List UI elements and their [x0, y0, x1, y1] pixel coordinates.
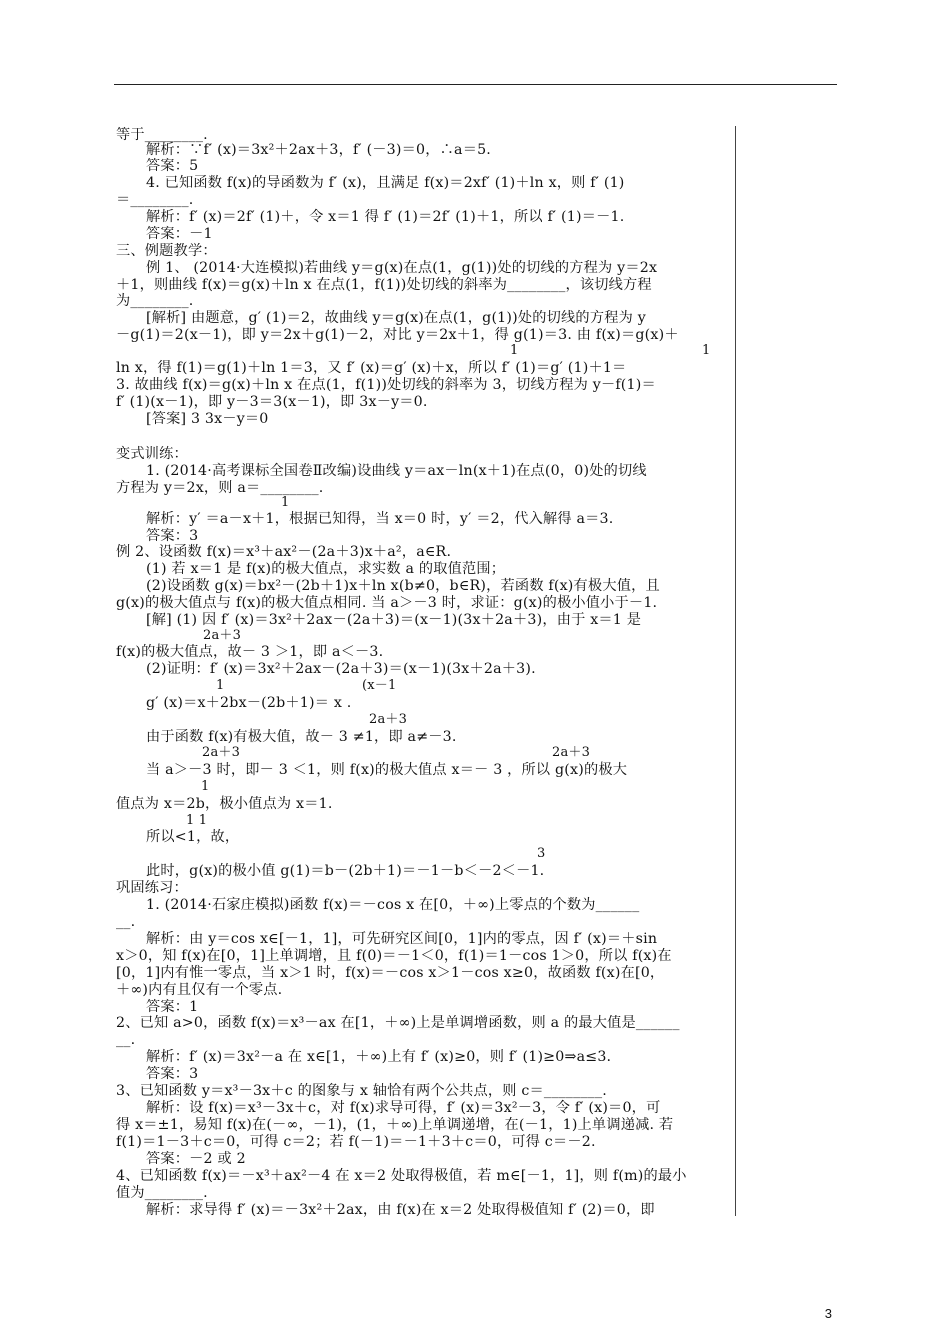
text-line: ＋1，则曲线 f(x)＝g(x)＋ln x 在点(1，f(1))处切线的斜率为________，该切线方程	[116, 277, 652, 293]
text-line: f′ (1)(x－1)，即 y－3＝3(x－1)，即 3x－y＝0.	[116, 394, 428, 410]
text-line: 方程为 y＝2x，则 a＝________.	[116, 480, 324, 496]
text-line: g(x)的极大值点与 f(x)的极大值点相同. 当 a＞－3 时，求证：g(x)的极小值小于－1.	[116, 595, 658, 611]
text-line: ＋∞)内有且仅有一个零点.	[116, 982, 283, 998]
text-line: 答案：3	[146, 1066, 199, 1082]
fraction-fragment: 3	[537, 846, 546, 861]
text-line: __.	[116, 914, 136, 930]
fraction-fragment: 2a＋3	[202, 745, 241, 760]
text-line: 2、已知 a>0，函数 f(x)＝x³－ax 在[1，＋∞)上是单调增函数，则 a 的最大值是______	[116, 1015, 680, 1031]
text-line: 得 x＝±1，易知 f(x)在(－∞，－1)，(1，＋∞)上单调递增，在(－1，1)上单调递减. 若	[116, 1117, 674, 1133]
text-line: 所以<1，故，	[146, 829, 240, 845]
text-line: 1. (2014·石家庄模拟)函数 f(x)＝－cos x 在[0，＋∞)上零点的个数为______	[146, 897, 640, 913]
text-line: 解析：设 f(x)＝x³－3x＋c，对 f(x)求导可得，f′ (x)＝3x²－3，令 f′ (x)＝0，可	[146, 1100, 661, 1116]
text-line: 3、已知函数 y＝x³－3x＋c 的图象与 x 轴恰有两个公共点，则 c＝________.	[116, 1083, 607, 1099]
text-line: 解析：f′ (x)＝3x²－a 在 x∈[1，＋∞)上有 f′ (x)≥0，则 f′ (1)≥0⇒a≤3.	[146, 1049, 612, 1065]
text-line: x＞0，知 f(x)在[0，1]上单调增，且 f(0)＝－1＜0，f(1)＝1－cos 1＞0，所以 f(x)在	[116, 948, 672, 964]
text-line: 解析：y′ ＝a－x＋1，根据已知得，当 x＝0 时，y′ ＝2，代入解得 a＝3.	[146, 511, 614, 527]
fraction-fragment: 2a＋3	[552, 745, 591, 760]
fraction-fragment: 1	[510, 343, 519, 358]
right-margin-rule	[735, 126, 736, 1216]
fraction-fragment: 1	[281, 495, 290, 510]
text-line: 答案：5	[146, 158, 199, 174]
page-number: 3	[824, 1306, 832, 1321]
text-line: 解析：∵f′ (x)＝3x²＋2ax＋3，f′ (－3)＝0，∴a＝5.	[146, 142, 492, 158]
text-line: 解析：f′ (x)＝2f′ (1)＋，令 x＝1 得 f′ (1)＝2f′ (1)＋1，所以 f′ (1)＝－1.	[146, 209, 625, 225]
text-line: 答案：－1	[146, 226, 213, 242]
text-line: 例 2、设函数 f(x)＝x³＋ax²－(2a＋3)x＋a²，a∈R.	[116, 544, 452, 560]
text-line: 例 1、 (2014·大连模拟)若曲线 y＝g(x)在点(1，g(1))处的切线的方程为 y＝2x	[146, 260, 658, 276]
text-line: 为________.	[116, 293, 194, 309]
text-line: 值为________.	[116, 1185, 208, 1201]
text-line: 3. 故曲线 f(x)＝g(x)＋ln x 在点(1，f(1))处切线的斜率为 3，切线方程为 y－f(1)＝	[116, 377, 656, 393]
text-line: 巩固练习：	[116, 880, 188, 896]
text-line: －g(1)＝2(x－1)，即 y＝2x＋g(1)－2，对比 y＝2x＋1，得 g(1)＝3. 由 f(x)＝g(x)＋	[116, 327, 679, 343]
text-line: (1) 若 x＝1 是 f(x)的极大值点，求实数 a 的取值范围；	[146, 561, 506, 577]
fraction-fragment: 1	[201, 779, 210, 794]
text-line: 解析：由 y＝cos x∈[－1，1]，可先研究区间[0，1]内的零点，因 f′ (x)＝＋sin	[146, 931, 658, 947]
text-line: 由于函数 f(x)有极大值，故－ 3 ≠1，即 a≠－3.	[146, 729, 457, 745]
text-line: f(1)＝1－3＋c＝0，可得 c＝2；若 f(－1)＝－1＋3＋c＝0，可得 c＝－2.	[116, 1134, 596, 1150]
text-line: 值点为 x＝2b，极小值点为 x＝1.	[116, 796, 333, 812]
fraction-fragment: 1	[216, 678, 225, 693]
text-line: (2)证明：f′ (x)＝3x²＋2ax－(2a＋3)＝(x－1)(3x＋2a＋3).	[146, 661, 536, 677]
text-line: 解析：求导得 f′ (x)＝－3x²＋2ax，由 f(x)在 x＝2 处取得极值知 f′ (2)＝0，即	[146, 1202, 655, 1218]
text-line: 答案：－2 或 2	[146, 1151, 246, 1167]
fraction-fragment: (x－1	[362, 678, 397, 693]
text-line: 此时，g(x)的极小值 g(1)＝b－(2b＋1)＝－1－b＜－2＜－1.	[146, 863, 545, 879]
fraction-fragment: 2a＋3	[369, 712, 408, 727]
text-line: 变式训练：	[116, 446, 188, 462]
text-line: f(x)的极大值点，故－ 3 ＞1，即 a＜－3.	[116, 644, 384, 660]
text-line: 三、例题教学：	[116, 243, 217, 259]
fraction-fragment: 1	[702, 343, 711, 358]
text-line: __.	[116, 1032, 136, 1048]
text-line: 答案：1	[146, 999, 199, 1015]
text-line: 当 a＞－3 时，即－ 3 ＜1，则 f(x)的极大值点 x＝－ 3 ，所以 g(x)的极大	[146, 762, 628, 778]
text-line: 4. 已知函数 f(x)的导函数为 f′ (x)，且满足 f(x)＝2xf′ (1)＋ln x，则 f′ (1)	[146, 175, 625, 191]
text-line: [解析] 由题意，g′ (1)＝2，故曲线 y＝g(x)在点(1，g(1))处的切线的方程为 y	[146, 310, 646, 326]
text-line: 答案：3	[146, 528, 199, 544]
text-line: 4、已知函数 f(x)＝－x³＋ax²－4 在 x＝2 处取得极值，若 m∈[－1，1]，则 f(m)的最小	[116, 1168, 687, 1184]
text-line: 等于________.	[116, 127, 208, 143]
text-line: 1. (2014·高考课标全国卷Ⅱ改编)设曲线 y＝ax－ln(x＋1)在点(0，0)处的切线	[146, 463, 647, 479]
text-line: [0，1]内有惟一零点，当 x＞1 时，f(x)＝－cos x＞1－cos x≥0，故函数 f(x)在[0，	[116, 965, 665, 981]
text-line: (2)设函数 g(x)＝bx²－(2b＋1)x＋ln x(b≠0，b∈R)，若函数 f(x)有极大值，且	[146, 578, 660, 594]
text-line: ln x，得 f(1)＝g(1)＋ln 1＝3，又 f′ (x)＝g′ (x)＋x，所以 f′ (1)＝g′ (1)＋1＝	[116, 360, 627, 376]
text-line: [答案] 3 3x－y＝0	[146, 411, 269, 427]
text-line: ＝________.	[116, 192, 194, 208]
text-line: [解] (1) 因 f′ (x)＝3x²＋2ax－(2a＋3)＝(x－1)(3x＋2a＋3)，由于 x＝1 是	[146, 612, 642, 628]
fraction-fragment: 1 1	[186, 813, 208, 828]
top-rule	[114, 84, 837, 85]
fraction-fragment: 2a＋3	[203, 628, 242, 643]
text-line: g′ (x)＝x＋2bx－(2b＋1)＝ x .	[146, 695, 352, 711]
